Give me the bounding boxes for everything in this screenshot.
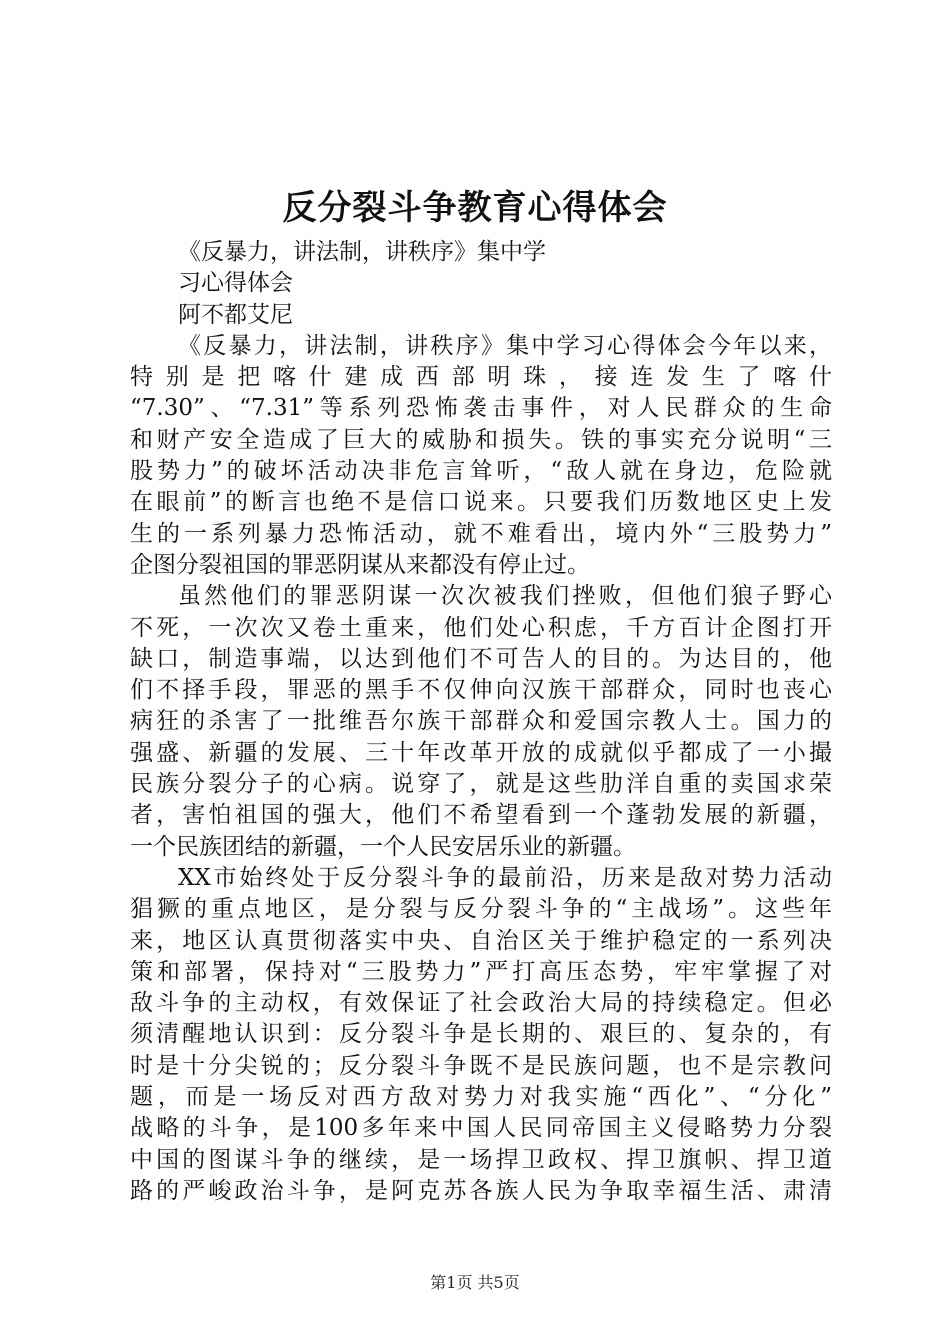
text-line: 一个民族团结的新疆，一个人民安居乐业的新疆。	[130, 833, 636, 860]
text-line: 者，害怕祖国的强大，他们不希望看到一个蓬勃发展的新疆，	[130, 802, 832, 829]
text-line: 企图分裂祖国的罪恶阴谋从来都没有停止过。	[130, 551, 590, 578]
text-line: 不死，一次次又卷土重来，他们处心积虑，千方百计企图打开	[130, 614, 832, 641]
text-line: 须清醒地认识到：反分裂斗争是长期的、艰巨的、复杂的，有	[130, 1021, 832, 1048]
text-line: 民族分裂分子的心病。说穿了，就是这些肋洋自重的卖国求荣	[130, 771, 832, 798]
text-line: 缺口，制造事端，以达到他们不可告人的目的。为达目的，他	[130, 645, 832, 672]
text-line: 战略的斗争，是100多年来中国人民同帝国主义侵略势力分裂	[130, 1115, 832, 1142]
text-line: 在眼前”的断言也绝不是信口说来。只要我们历数地区史上发	[130, 489, 832, 516]
text-line: 和财产安全造成了巨大的威胁和损失。铁的事实充分说明“三	[130, 426, 832, 453]
text-line: 股势力”的破坏活动决非危言耸听，“敌人就在身边，危险就	[130, 458, 832, 485]
text-line: 虽然他们的罪恶阴谋一次次被我们挫败，但他们狼子野心	[178, 583, 832, 610]
text-line: “7.30”、“7.31”等系列恐怖袭击事件，对人民群众的生命	[130, 395, 832, 422]
text-line: 策和部署，保持对“三股势力”严打高压态势，牢牢掌握了对	[130, 958, 832, 985]
text-line: 习心得体会	[178, 270, 293, 297]
document-title: 反分裂斗争教育心得体会	[282, 188, 668, 228]
text-line: 时是十分尖锐的；反分裂斗争既不是民族问题，也不是宗教问	[130, 1052, 832, 1079]
text-line: 《反暴力，讲法制，讲秩序》集中学习心得体会今年以来，	[178, 332, 832, 359]
text-line: 强盛、新疆的发展、三十年改革开放的成就似乎都成了一小撮	[130, 739, 832, 766]
text-line: 题，而是一场反对西方敌对势力对我实施“西化”、“分化”	[130, 1084, 832, 1111]
text-line: 路的严峻政治斗争，是阿克苏各族人民为争取幸福生活、肃清	[130, 1177, 832, 1204]
text-line: 中国的图谋斗争的继续，是一场捍卫政权、捍卫旗帜、捍卫道	[130, 1146, 832, 1173]
text-line: XX市始终处于反分裂斗争的最前沿，历来是敌对势力活动	[178, 864, 832, 891]
text-line: 生的一系列暴力恐怖活动，就不难看出，境内外“三股势力”	[130, 520, 832, 547]
text-line: 们不择手段，罪恶的黑手不仅伸向汉族干部群众，同时也丧心	[130, 677, 832, 704]
text-line: 特别是把喀什建成西部明珠，接连发生了喀什	[130, 364, 832, 391]
document-body	[130, 237, 832, 1207]
text-line: 来，地区认真贯彻落实中央、自治区关于维护稳定的一系列决	[130, 927, 832, 954]
text-line: 病狂的杀害了一批维吾尔族干部群众和爱国宗教人士。国力的	[130, 708, 832, 735]
page-footer: 第1页 共5页	[430, 1273, 520, 1292]
text-line: 《反暴力，讲法制，讲秩序》集中学	[178, 239, 546, 265]
text-line: 阿不都艾尼	[178, 301, 293, 328]
text-line: 猖獗的重点地区，是分裂与反分裂斗争的“主战场”。这些年	[130, 896, 832, 923]
text-line: 敌斗争的主动权，有效保证了社会政治大局的持续稳定。但必	[130, 990, 832, 1017]
